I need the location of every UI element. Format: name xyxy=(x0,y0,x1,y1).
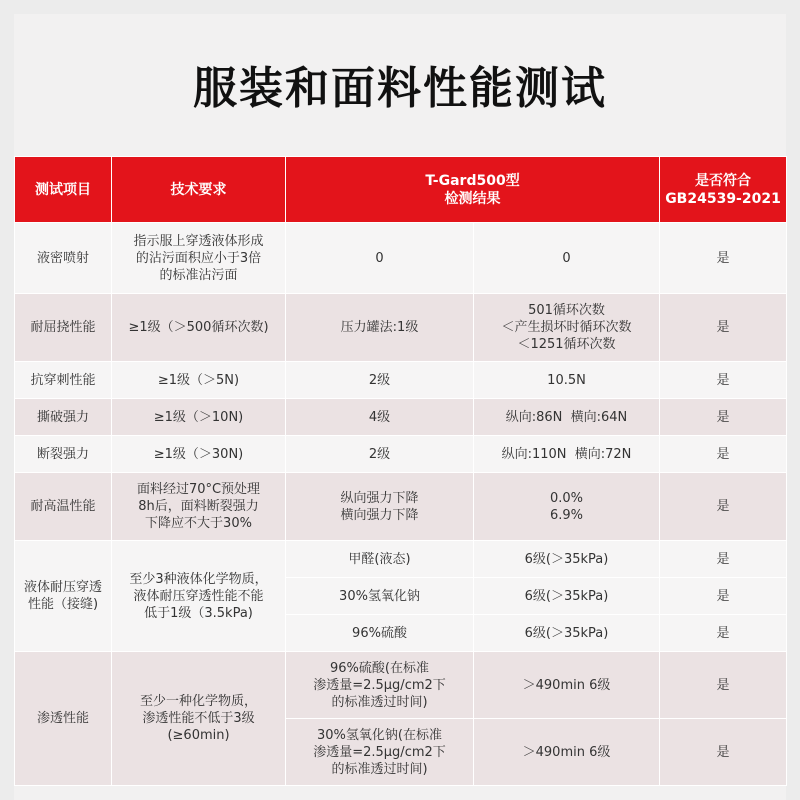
header-test-item: 测试项目 xyxy=(15,157,112,223)
result: 0.0% 6.9% xyxy=(474,473,660,541)
method: 0 xyxy=(286,223,474,294)
compliance: 是 xyxy=(660,362,787,399)
table-row xyxy=(15,541,787,578)
result: 6级(＞35kPa) xyxy=(474,578,660,615)
table-row xyxy=(15,473,787,541)
test-item: 撕破强力 xyxy=(15,399,112,436)
result: ＞490min 6级 xyxy=(474,719,660,786)
result: 纵向:86N 横向:64N xyxy=(474,399,660,436)
table-row xyxy=(15,362,787,399)
table-row xyxy=(15,223,787,294)
requirement: ≥1级（＞500循环次数) xyxy=(112,294,286,362)
header-requirement: 技术要求 xyxy=(112,157,286,223)
method: 2级 xyxy=(286,436,474,473)
test-item: 液体耐压穿透 性能（接缝) xyxy=(15,541,112,652)
compliance: 是 xyxy=(660,541,787,578)
requirement: ≥1级（＞5N) xyxy=(112,362,286,399)
header-compliance: 是否符合 GB24539-2021 xyxy=(660,157,787,223)
compliance: 是 xyxy=(660,652,787,719)
method: 甲醛(液态) xyxy=(286,541,474,578)
result: 501循环次数 ＜产生损坏时循环次数 ＜1251循环次数 xyxy=(474,294,660,362)
compliance: 是 xyxy=(660,719,787,786)
table-row xyxy=(15,436,787,473)
requirement: 至少一种化学物质， 渗透性能不低于3级 (≥60min) xyxy=(112,652,286,786)
test-item: 耐高温性能 xyxy=(15,473,112,541)
requirement: ≥1级（＞30N) xyxy=(112,436,286,473)
compliance: 是 xyxy=(660,615,787,652)
page-title: 服装和面料性能测试 xyxy=(193,63,607,114)
requirement: 指示服上穿透液体形成 的沾污面积应小于3倍 的标准沾污面 xyxy=(112,223,286,294)
method: 96%硫酸(在标准 渗透量=2.5μg/cm2下 的标准透过时间) xyxy=(286,652,474,719)
result: 纵向:110N 横向:72N xyxy=(474,436,660,473)
method: 2级 xyxy=(286,362,474,399)
compliance: 是 xyxy=(660,294,787,362)
table-row xyxy=(15,294,787,362)
header-result: T-Gard500型 检测结果 xyxy=(286,157,660,223)
table-header-row xyxy=(15,157,787,223)
requirement: 面料经过70°C预处理 8h后，面料断裂强力 下降应不大于30% xyxy=(112,473,286,541)
method: 纵向强力下降 横向强力下降 xyxy=(286,473,474,541)
test-item: 抗穿刺性能 xyxy=(15,362,112,399)
compliance: 是 xyxy=(660,399,787,436)
compliance: 是 xyxy=(660,473,787,541)
test-item: 液密喷射 xyxy=(15,223,112,294)
method: 96%硫酸 xyxy=(286,615,474,652)
result: 6级(＞35kPa) xyxy=(474,541,660,578)
method: 30%氢氧化钠(在标准 渗透量=2.5μg/cm2下 的标准透过时间) xyxy=(286,719,474,786)
requirement: 至少3种液体化学物质， 液体耐压穿透性能不能 低于1级（3.5kPa) xyxy=(112,541,286,652)
test-item: 渗透性能 xyxy=(15,652,112,786)
test-item: 断裂强力 xyxy=(15,436,112,473)
test-item: 耐屈挠性能 xyxy=(15,294,112,362)
table-row xyxy=(15,399,787,436)
result: 10.5N xyxy=(474,362,660,399)
table-row xyxy=(15,652,787,719)
method: 压力罐法:1级 xyxy=(286,294,474,362)
compliance: 是 xyxy=(660,436,787,473)
result: 0 xyxy=(474,223,660,294)
test-results-table xyxy=(14,156,787,786)
compliance: 是 xyxy=(660,578,787,615)
method: 4级 xyxy=(286,399,474,436)
compliance: 是 xyxy=(660,223,787,294)
result: 6级(＞35kPa) xyxy=(474,615,660,652)
method: 30%氢氧化钠 xyxy=(286,578,474,615)
requirement: ≥1级（＞10N) xyxy=(112,399,286,436)
result: ＞490min 6级 xyxy=(474,652,660,719)
